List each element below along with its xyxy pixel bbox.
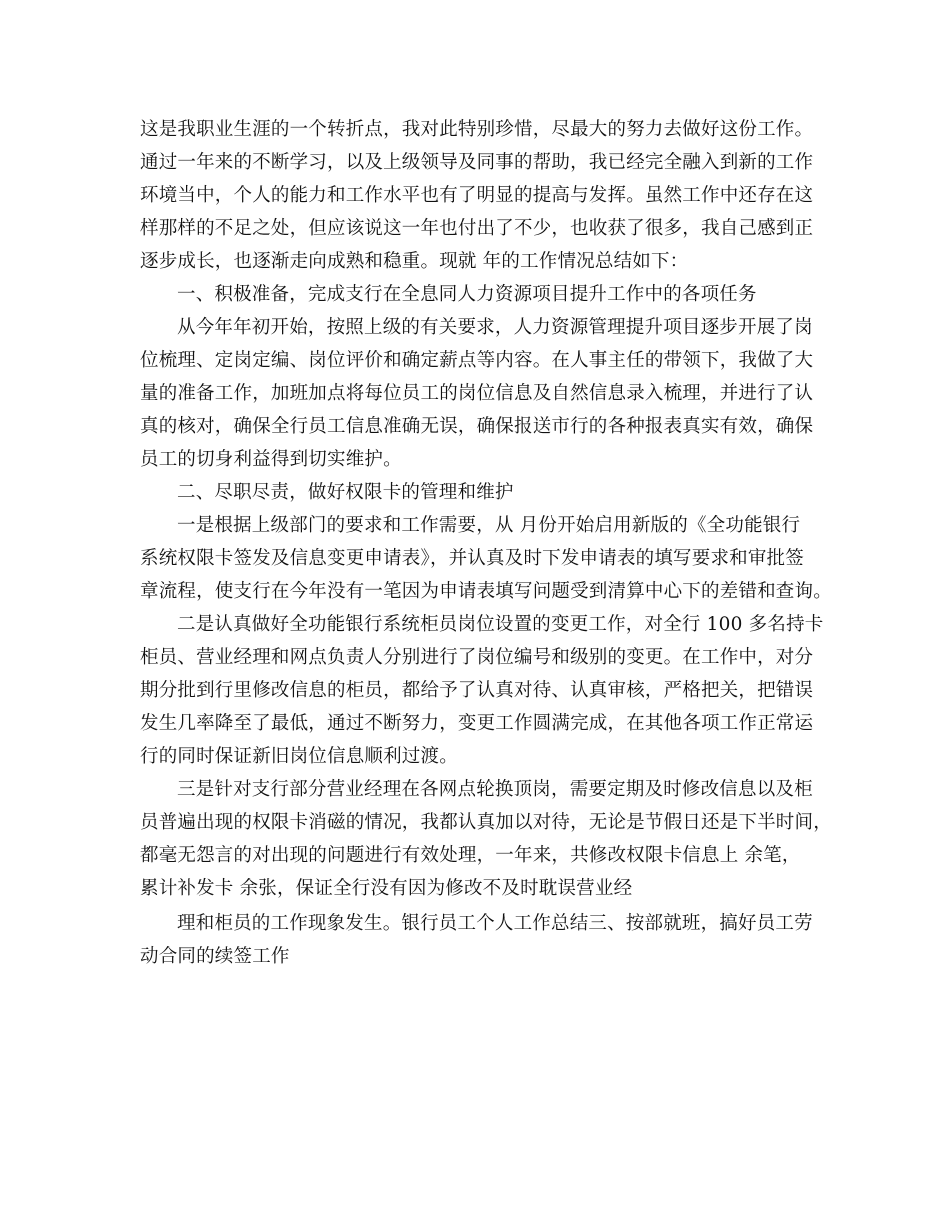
text-line: 这是我职业生涯的一个转折点，我对此特别珍惜，尽最大的努力去做好这份工作。 bbox=[140, 119, 814, 140]
text-line: 真的核对，确保全行员工信息准确无误，确保报送市行的各种报表真实有效，确保 bbox=[140, 416, 814, 437]
text-line: 量的准备工作，加班加点将每位员工的岗位信息及自然信息录入梳理，并进行了认 bbox=[140, 383, 814, 404]
text-line: 行的同时保证新旧岗位信息顺利过渡。 bbox=[140, 746, 458, 767]
text-line: 位梳理、定岗定编、岗位评价和确定薪点等内容。在人事主任的带领下，我做了大 bbox=[140, 350, 814, 371]
text-line: 都毫无怨言的对出现的问题进行有效处理，一年来，共修改权限卡信息上 余笔， bbox=[140, 845, 801, 866]
text-line: 通过一年来的不断学习，以及上级领导及同事的帮助，我已经完全融入到新的工作 bbox=[140, 152, 814, 173]
section-heading: 一、积极准备，完成支行在全息同人力资源项目提升工作中的各项任务 bbox=[177, 284, 757, 305]
text-line: 柜员、营业经理和网点负责人分别进行了岗位编号和级别的变更。在工作中，对分 bbox=[140, 647, 814, 668]
text-line: 样那样的不足之处，但应该说这一年也付出了不少，也收获了很多，我自己感到正 bbox=[140, 218, 814, 239]
text-line: 一是根据上级部门的要求和工作需要，从 月份开始启用新版的《全功能银行 bbox=[177, 515, 801, 536]
text-line: 系统权限卡签发及信息变更申请表》，并认真及时下发申请表的填写要求和审批签 bbox=[140, 548, 804, 569]
text-line: 环境当中，个人的能力和工作水平也有了明显的提高与发挥。虽然工作中还存在这 bbox=[140, 185, 814, 206]
text-line: 二是认真做好全功能银行系统柜员岗位设置的变更工作，对全行 100 多名持卡 bbox=[177, 614, 824, 635]
text-line: 从今年年初开始，按照上级的有关要求，人力资源管理提升项目逐步开展了岗 bbox=[177, 317, 813, 338]
text-line: 三是针对支行部分营业经理在各网点轮换顶岗，需要定期及时修改信息以及柜 bbox=[177, 779, 813, 800]
text-line: 章流程，使支行在今年没有一笔因为申请表填写问题受到清算中心下的差错和查询。 bbox=[140, 581, 832, 602]
text-line: 员普遍出现的权限卡消磁的情况，我都认真加以对待，无论是节假日还是下半时间， bbox=[140, 812, 832, 833]
text-line: 累计补发卡 余张，保证全行没有因为修改不及时耽误营业经 bbox=[140, 878, 633, 899]
text-line: 发生几率降至了最低，通过不断努力，变更工作圆满完成，在其他各项工作正常运 bbox=[140, 713, 814, 734]
text-line: 期分批到行里修改信息的柜员，都给予了认真对待、认真审核，严格把关，把错误 bbox=[140, 680, 814, 701]
section-heading: 二、尽职尽责，做好权限卡的管理和维护 bbox=[177, 482, 514, 503]
text-line: 逐步成长，也逐渐走向成熟和稳重。现就 年的工作情况总结如下： bbox=[140, 251, 689, 272]
text-line: 员工的切身利益得到切实维护。 bbox=[140, 449, 402, 470]
text-line: 理和柜员的工作现象发生。银行员工个人工作总结三、按部就班，搞好员工劳 bbox=[177, 913, 813, 934]
text-line: 动合同的续签工作 bbox=[140, 946, 290, 967]
